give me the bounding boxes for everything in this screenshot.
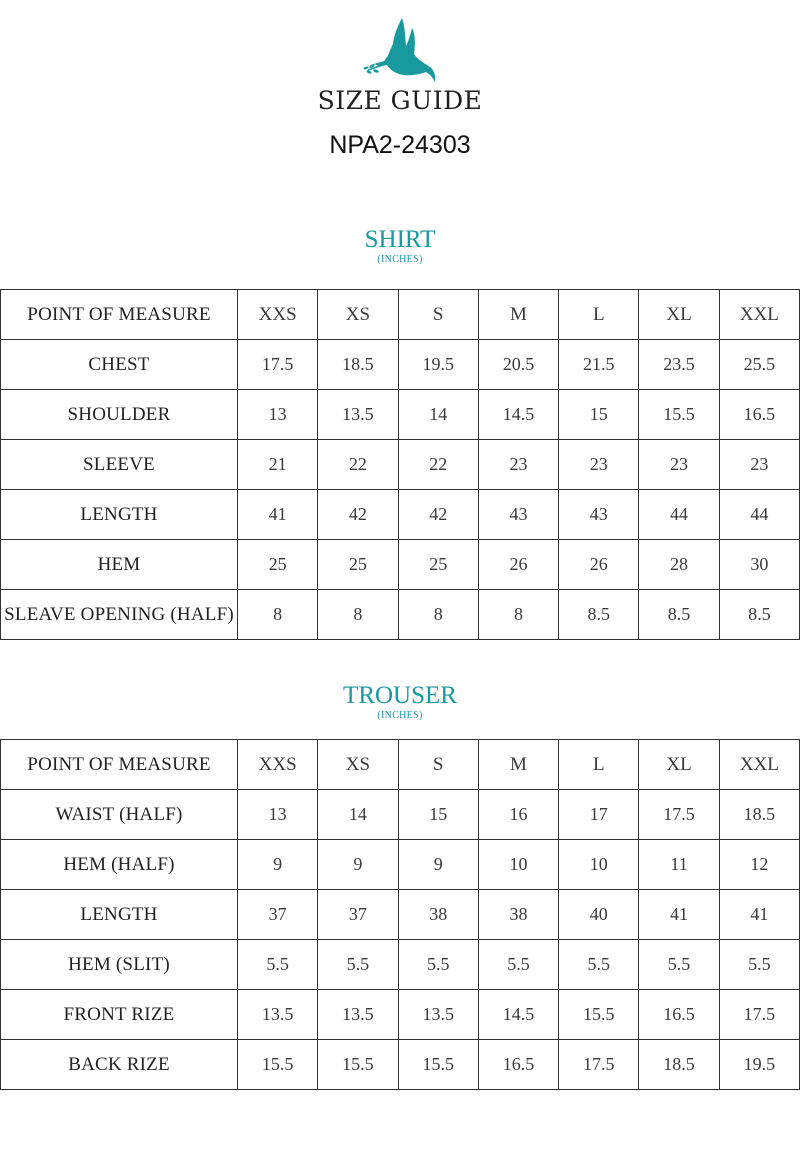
- measure-value: 5.5: [559, 940, 639, 990]
- measure-value: 5.5: [478, 940, 558, 990]
- measure-label: SLEEVE: [1, 440, 238, 490]
- measure-value: 15.5: [398, 1040, 478, 1090]
- measure-value: 8: [238, 590, 318, 640]
- measure-value: 25.5: [719, 340, 799, 390]
- column-header-size: S: [398, 290, 478, 340]
- trouser-section-title: TROUSER: [343, 682, 457, 709]
- measure-value: 14.5: [478, 390, 558, 440]
- measure-value: 41: [238, 490, 318, 540]
- measure-value: 44: [639, 490, 719, 540]
- measure-value: 19.5: [398, 340, 478, 390]
- measure-label: SHOULDER: [1, 390, 238, 440]
- measure-value: 23.5: [639, 340, 719, 390]
- measure-value: 30: [719, 540, 799, 590]
- measure-value: 13.5: [238, 990, 318, 1040]
- measure-label: WAIST (HALF): [1, 790, 238, 840]
- measure-value: 14: [398, 390, 478, 440]
- measure-label: CHEST: [1, 340, 238, 390]
- measure-value: 11: [639, 840, 719, 890]
- measure-value: 19.5: [719, 1040, 799, 1090]
- measure-value: 13.5: [318, 390, 398, 440]
- measure-value: 23: [719, 440, 799, 490]
- shirt-section-title: SHIRT: [364, 226, 436, 253]
- measure-value: 15.5: [639, 390, 719, 440]
- measure-value: 8: [398, 590, 478, 640]
- measure-value: 12: [719, 840, 799, 890]
- measure-value: 25: [398, 540, 478, 590]
- measure-value: 15.5: [238, 1040, 318, 1090]
- trouser-unit-label: (INCHES): [377, 710, 423, 721]
- measure-value: 22: [398, 440, 478, 490]
- measure-value: 5.5: [318, 940, 398, 990]
- brand-title: SIZE GUIDE: [317, 86, 483, 115]
- measure-label: HEM (SLIT): [1, 940, 238, 990]
- measure-value: 9: [398, 840, 478, 890]
- table-header-row: [1, 290, 800, 340]
- measure-label: FRONT RIZE: [1, 990, 238, 1040]
- table-row: [1, 590, 800, 640]
- measure-value: 8.5: [639, 590, 719, 640]
- measure-value: 15: [559, 390, 639, 440]
- measure-value: 26: [478, 540, 558, 590]
- column-header-measure: POINT OF MEASURE: [1, 740, 238, 790]
- column-header-size: XL: [639, 740, 719, 790]
- measure-value: 15.5: [559, 990, 639, 1040]
- measure-value: 28: [639, 540, 719, 590]
- measure-value: 17.5: [238, 340, 318, 390]
- measure-value: 8: [318, 590, 398, 640]
- measure-value: 13.5: [398, 990, 478, 1040]
- measure-value: 23: [639, 440, 719, 490]
- measure-value: 16.5: [639, 990, 719, 1040]
- measure-value: 9: [238, 840, 318, 890]
- measure-value: 16: [478, 790, 558, 840]
- measure-value: 20.5: [478, 340, 558, 390]
- table-row: [1, 790, 800, 840]
- measure-value: 26: [559, 540, 639, 590]
- measure-value: 16.5: [478, 1040, 558, 1090]
- column-header-size: L: [559, 290, 639, 340]
- table-row: [1, 840, 800, 890]
- measure-label: LENGTH: [1, 490, 238, 540]
- measure-value: 17.5: [719, 990, 799, 1040]
- measure-value: 23: [559, 440, 639, 490]
- column-header-measure: POINT OF MEASURE: [1, 290, 238, 340]
- measure-value: 18.5: [639, 1040, 719, 1090]
- measure-value: 44: [719, 490, 799, 540]
- measure-value: 5.5: [639, 940, 719, 990]
- measure-value: 17: [559, 790, 639, 840]
- measure-value: 13: [238, 390, 318, 440]
- shirt-size-table: [0, 289, 800, 640]
- measure-value: 17.5: [639, 790, 719, 840]
- measure-label: HEM: [1, 540, 238, 590]
- measure-value: 17.5: [559, 1040, 639, 1090]
- table-row: [1, 990, 800, 1040]
- column-header-size: XXS: [238, 290, 318, 340]
- measure-value: 5.5: [238, 940, 318, 990]
- table-header-row: [1, 740, 800, 790]
- column-header-size: XL: [639, 290, 719, 340]
- measure-value: 13: [238, 790, 318, 840]
- measure-value: 18.5: [318, 340, 398, 390]
- measure-value: 5.5: [719, 940, 799, 990]
- measure-value: 21: [238, 440, 318, 490]
- column-header-size: L: [559, 740, 639, 790]
- measure-value: 23: [478, 440, 558, 490]
- column-header-size: XXS: [238, 740, 318, 790]
- column-header-size: S: [398, 740, 478, 790]
- table-row: [1, 390, 800, 440]
- measure-value: 37: [238, 890, 318, 940]
- table-row: [1, 540, 800, 590]
- measure-value: 8: [478, 590, 558, 640]
- table-row: [1, 1040, 800, 1090]
- measure-value: 14: [318, 790, 398, 840]
- table-row: [1, 440, 800, 490]
- measure-value: 16.5: [719, 390, 799, 440]
- measure-value: 18.5: [719, 790, 799, 840]
- measure-label: HEM (HALF): [1, 840, 238, 890]
- measure-label: SLEAVE OPENING (HALF): [1, 590, 238, 640]
- measure-value: 38: [478, 890, 558, 940]
- dove-olive-branch-icon: [360, 14, 440, 94]
- measure-label: LENGTH: [1, 890, 238, 940]
- column-header-size: M: [478, 290, 558, 340]
- measure-value: 8.5: [559, 590, 639, 640]
- product-code: NPA2-24303: [329, 131, 471, 159]
- trouser-size-table: [0, 739, 800, 1090]
- measure-value: 5.5: [398, 940, 478, 990]
- table-row: [1, 940, 800, 990]
- measure-value: 43: [478, 490, 558, 540]
- measure-value: 43: [559, 490, 639, 540]
- measure-value: 15: [398, 790, 478, 840]
- measure-value: 40: [559, 890, 639, 940]
- measure-value: 10: [559, 840, 639, 890]
- measure-value: 10: [478, 840, 558, 890]
- measure-value: 37: [318, 890, 398, 940]
- measure-value: 22: [318, 440, 398, 490]
- table-row: [1, 490, 800, 540]
- column-header-size: XXL: [719, 740, 799, 790]
- measure-value: 42: [318, 490, 398, 540]
- column-header-size: M: [478, 740, 558, 790]
- measure-value: 8.5: [719, 590, 799, 640]
- measure-label: BACK RIZE: [1, 1040, 238, 1090]
- measure-value: 41: [719, 890, 799, 940]
- measure-value: 14.5: [478, 990, 558, 1040]
- column-header-size: XS: [318, 740, 398, 790]
- table-row: [1, 340, 800, 390]
- shirt-unit-label: (INCHES): [377, 254, 423, 265]
- measure-value: 41: [639, 890, 719, 940]
- table-row: [1, 890, 800, 940]
- column-header-size: XXL: [719, 290, 799, 340]
- measure-value: 15.5: [318, 1040, 398, 1090]
- measure-value: 21.5: [559, 340, 639, 390]
- measure-value: 25: [238, 540, 318, 590]
- measure-value: 42: [398, 490, 478, 540]
- measure-value: 38: [398, 890, 478, 940]
- column-header-size: XS: [318, 290, 398, 340]
- measure-value: 25: [318, 540, 398, 590]
- measure-value: 13.5: [318, 990, 398, 1040]
- measure-value: 9: [318, 840, 398, 890]
